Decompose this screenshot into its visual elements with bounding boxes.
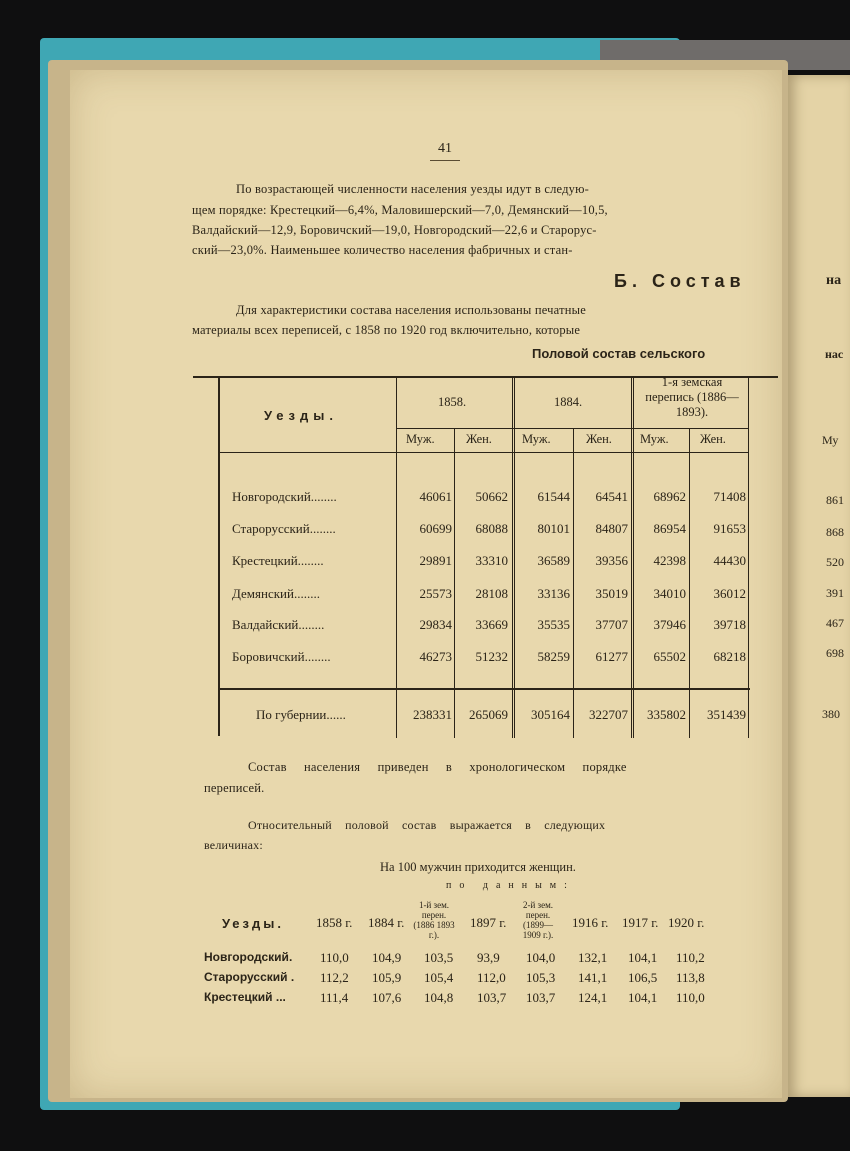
table1-cell: 86954 [653,521,686,536]
table2-cell: 111,4 [320,990,349,1005]
table2-cell: 104,0 [526,950,556,965]
table2-year-header: 1897 г. [470,915,507,930]
table2-col-uezdy: Уезды. [222,916,284,931]
table1-cell: 68218 [713,649,746,664]
table2-cell: 104,8 [424,990,454,1005]
table2-row-label: Старорусский . [204,970,295,984]
table1-period-1884: 1884. [554,395,583,409]
table2-cell: 107,6 [372,990,402,1005]
table1-cell: 60699 [419,521,452,536]
table1-row-label: Демянский........ [232,586,320,601]
table1-cell: 39356 [595,553,628,568]
table1-cell: 42398 [653,553,686,568]
table2-row-label: Новгородский. [204,950,293,964]
table2-cell: 110,2 [676,950,705,965]
table2-caption: На 100 мужчин приходится женщин. [380,860,576,874]
table1-cell: 84807 [595,521,628,536]
table1-cell: 29891 [419,553,452,568]
table1-col-uezdy: Уезды. [264,408,338,423]
table1-sub-f: Жен. [466,432,492,446]
table2-cell: 105,9 [372,970,402,985]
table1-period-1858: 1858. [438,395,467,409]
table1-cell: 35535 [537,617,570,632]
table1-title: Половой состав сельского [532,346,706,361]
table1-cell: 25573 [419,586,452,601]
table2-cell: 105,4 [424,970,454,985]
table1-period-zemskaya: 1-я земская перепись (1886—1893). [645,375,739,419]
table1-cell: 44430 [713,553,746,568]
right-fragment: 861 [826,493,844,507]
section-line: Для характеристики состава населения использованы печатные [236,303,586,317]
table1-sub-m: Муж. [640,432,669,446]
right-fragment: нас [825,347,844,361]
table2-row-label: Крестецкий ... [204,990,286,1004]
table1-row-label: Новгородский........ [232,489,337,504]
para2-line: Состав населения приведен в хронологическом порядке [248,760,627,774]
intro-line: ский—23,0%. Наименьшее количество населения фабричных и стан- [192,243,573,257]
para2-line: переписей. [204,781,265,795]
table1-cell: 46061 [419,489,452,504]
table1-total-cell: 238331 [413,707,452,722]
table1-cell: 46273 [419,649,452,664]
para3-line: Относительный половой состав выражается в следующих [248,818,606,832]
table2-year-header: 1-й зем. перен. (1886 1893 г.). [413,900,455,940]
table1-sub-f: Жен. [700,432,726,446]
table2-cell: 124,1 [578,990,608,1005]
table2-cell: 110,0 [676,990,705,1005]
table2-cell: 105,3 [526,970,556,985]
right-fragment: 380 [822,707,840,721]
table1-rule [396,376,397,738]
table1-cell: 29834 [419,617,452,632]
table1-cell: 36012 [713,586,746,601]
intro-line: Валдайский—12,9, Боровичский—19,0, Новгородский—22,6 и Старорус- [192,223,597,237]
table1-rule [689,428,690,738]
page-number: 41 [438,141,452,156]
right-fragment: 698 [826,646,844,660]
intro-line: щем порядке: Крестецкий—6,4%, Маловишерский—7,0, Демянский—10,5, [192,203,608,217]
table2-cell: 104,1 [628,950,658,965]
table1-total-cell: 305164 [531,707,570,722]
table1-cell: 50662 [475,489,508,504]
table1-rule [218,688,750,690]
table2-year-header: 1920 г. [668,915,705,930]
table1-cell: 61277 [595,649,628,664]
section-line: материалы всех переписей, с 1858 по 1920 год включительно, которые [192,323,581,337]
table1-total-cell: 265069 [469,707,508,722]
table2-cell: 104,9 [372,950,402,965]
table1-rule [396,428,748,429]
table1-total-cell: 335802 [647,707,686,722]
table1-cell: 64541 [595,489,628,504]
table2-cell: 104,1 [628,990,658,1005]
table1-cell: 37946 [653,617,686,632]
table1-cell: 51232 [475,649,508,664]
table1-rule [218,376,220,736]
table1-rule [454,428,455,738]
page-number-rule [430,160,460,161]
table1-row-label: Старорусский........ [232,521,336,536]
table2-year-header: 1858 г. [316,915,353,930]
table1-sub-m: Муж. [522,432,551,446]
table2-cell: 112,2 [320,970,349,985]
table1-cell: 61544 [537,489,570,504]
table1-cell: 58259 [537,649,570,664]
right-fragment: 467 [826,616,844,630]
table2-year-header: 2-й зем. перен. (1899— 1909 г.). [522,900,554,940]
table1-rule [573,428,574,738]
table2-cell: 103,5 [424,950,454,965]
table1-cell: 39718 [713,617,746,632]
table1-cell: 33136 [537,586,570,601]
table1-sub-m: Муж. [406,432,435,446]
table2-subcaption: по данным: [446,880,575,891]
table2-year-header: 1916 г. [572,915,609,930]
table1-rule [218,452,748,453]
table2-cell: 141,1 [578,970,608,985]
table1-rule [512,376,515,738]
table1-cell: 33669 [475,617,508,632]
book-page-right [788,75,850,1097]
intro-line: По возрастающей численности населения уезды идут в следую- [236,182,590,196]
table2-cell: 132,1 [578,950,608,965]
table2-cell: 93,9 [477,950,500,965]
table2-year-header: 1917 г. [622,915,659,930]
table1-cell: 80101 [537,521,570,536]
table2-cell: 106,5 [628,970,658,985]
table1-cell: 28108 [475,586,508,601]
right-fragment: 520 [826,555,844,569]
table2-cell: 110,0 [320,950,349,965]
table2-cell: 112,0 [477,970,506,985]
table2-cell: 113,8 [676,970,705,985]
right-fragment: 391 [826,586,844,600]
table2-cell: 103,7 [526,990,556,1005]
table1-cell: 68962 [653,489,686,504]
right-fragment: Му [822,433,839,447]
table1-cell: 91653 [713,521,746,536]
table1-cell: 34010 [653,586,686,601]
table1-cell: 71408 [713,489,746,504]
table1-cell: 68088 [475,521,508,536]
table2-cell: 103,7 [477,990,507,1005]
table1-total-cell: 351439 [707,707,746,722]
table1-cell: 36589 [537,553,570,568]
table1-sub-f: Жен. [586,432,612,446]
table1-cell: 33310 [475,553,508,568]
table1-rule [748,376,749,738]
table1-cell: 37707 [595,617,628,632]
table2-year-header: 1884 г. [368,915,405,930]
table1-row-label: Боровичский........ [232,649,331,664]
table1-cell: 35019 [595,586,628,601]
table1-total-cell: 322707 [589,707,628,722]
table1-row-label: Валдайский........ [232,617,325,632]
table1-row-label: Крестецкий........ [232,553,324,568]
table1-cell: 65502 [653,649,686,664]
section-heading: Б. Состав [614,271,746,291]
right-fragment: 868 [826,525,844,539]
right-fragment: на [826,273,842,288]
table1-total-label: По губернии...... [256,707,346,722]
para3-line: величинах: [204,838,263,852]
